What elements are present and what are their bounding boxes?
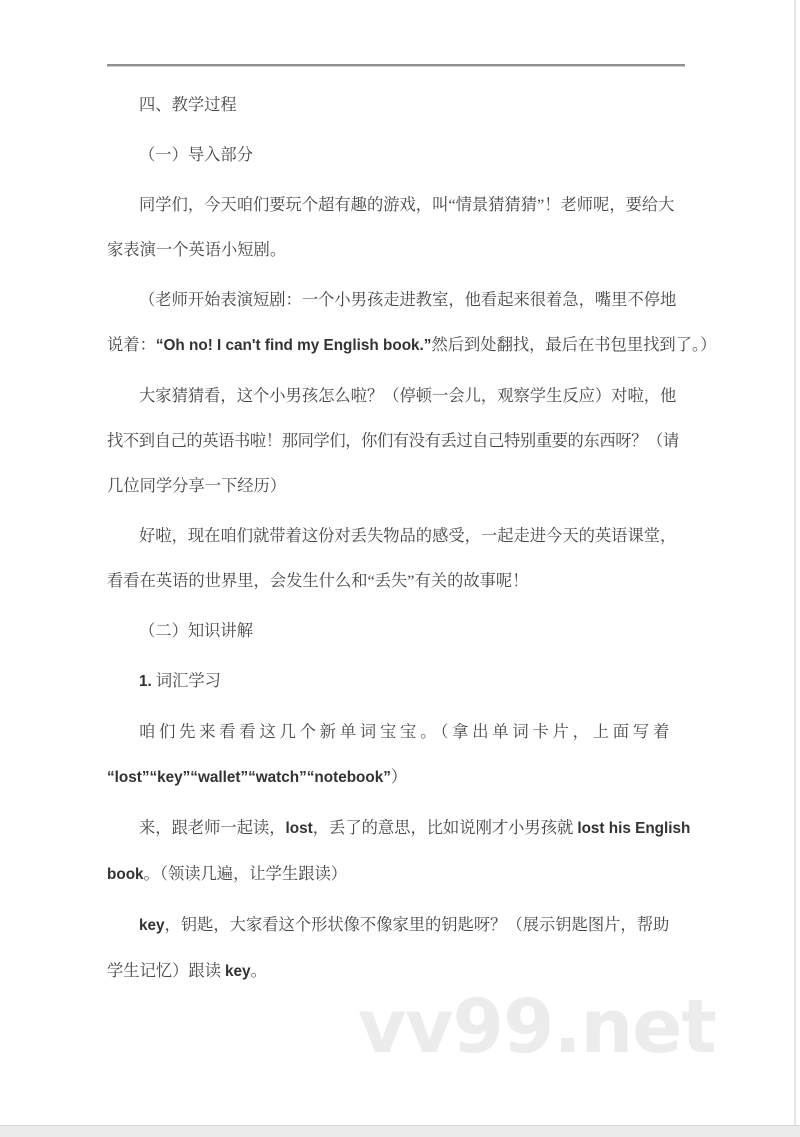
text-run-cn: 家表演一个英语小短剧。 [107,240,287,259]
text-line [107,132,681,177]
text-line [107,851,681,897]
paragraph [107,182,681,272]
paragraph [107,82,681,127]
text-line [107,322,717,368]
text-run-cn: 四、教学过程 [139,95,237,114]
document-content [107,82,717,999]
text-run-cn: （老师开始表演短剧：一个小男孩走进教室，他看起来很着急，嘴里不停地 [139,290,677,309]
text-line [107,608,681,653]
text-line [107,513,681,558]
paragraph [107,373,681,508]
text-line [107,658,681,704]
page-right-edge [794,0,796,1125]
text-line [107,558,681,603]
text-run-cn: 同学们，今天咱们要玩个超有趣的游戏，叫“情景猜猜猜”！老师呢，要给大 [139,195,675,214]
text-run-cn: 学生记忆）跟读 [107,961,226,980]
text-line [107,805,691,851]
text-run-cn: （二）知识讲解 [139,621,253,640]
paragraph [107,902,681,994]
text-run-cn: 咱们先来看看这几个新单词宝宝。（拿出单词卡片，上面写着 [139,722,674,741]
text-run-cn: 好啦，现在咱们就带着这份对丢失物品的感受，一起走进今天的英语课堂， [139,526,677,545]
text-run-cn: 找不到自己的英语书啦！那同学们，你们有没有丢过自己特别重要的东西呀？（请 [107,431,679,450]
paragraph [107,277,717,368]
text-run-en: lost [285,820,313,837]
text-line [107,418,681,463]
paragraph [107,132,681,177]
text-run-cn: 几位同学分享一下经历） [107,476,287,495]
text-run-cn: 来，跟老师一起读， [139,818,286,837]
text-line [107,463,681,508]
text-run-en: 1. [139,673,152,690]
paragraph [107,658,681,704]
text-line [107,277,681,322]
text-line [107,902,681,948]
viewer-background [0,1125,800,1137]
header-rule [107,64,685,67]
text-run-en: “lost”“key”“wallet”“watch”“notebook” [107,769,391,786]
text-line [107,754,681,800]
paragraph [107,805,691,897]
text-run-cn: 然后到处翻找，最后在书包里找到了。） [431,335,717,354]
text-run-cn: 说着： [107,335,156,354]
text-run-cn: （一）导入部分 [139,145,253,164]
text-run-cn: ，钥匙，大家看这个形状像不像家里的钥匙呀？（展示钥匙图片，帮助 [164,915,670,934]
watermark: vv99.net [358,984,716,1070]
text-run-cn: ） [390,767,408,786]
text-run-cn: 。（领读几遍，让学生跟读） [143,864,348,883]
text-run-en: book [107,866,144,883]
text-run-en: lost his English [577,820,691,837]
paragraph [107,709,681,800]
text-run-cn: 看看在英语的世界里，会发生什么和“丢失”有关的故事呢！ [107,571,529,590]
text-line [107,182,681,227]
paragraph [107,608,681,653]
text-line [107,82,681,127]
text-run-en: “Oh no! I can't find my English book.” [155,337,432,354]
text-run-cn: 词汇学习 [151,671,221,690]
text-line [107,227,681,272]
paragraph [107,513,681,603]
text-run-cn: ，丢了的意思，比如说刚才小男孩就 [312,818,578,837]
text-line [107,373,681,418]
text-run-cn: 。 [250,961,267,980]
text-run-en: key [225,963,251,980]
text-run-cn: 大家猜猜看，这个小男孩怎么啦？（停顿一会儿，观察学生反应）对啦，他 [139,386,677,405]
text-line [107,709,681,754]
text-run-en: key [139,917,165,934]
